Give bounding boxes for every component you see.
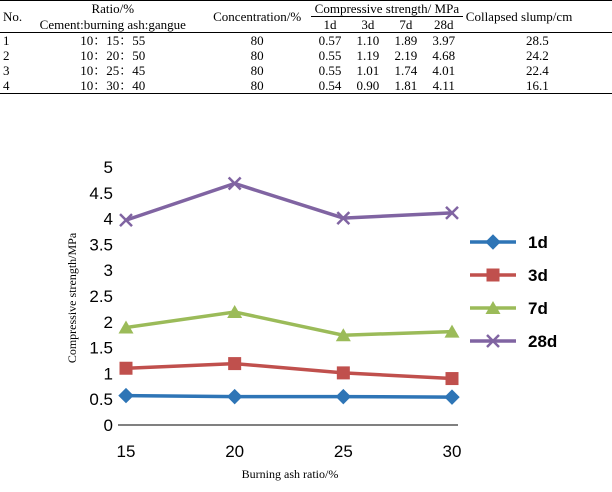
chart-legend xyxy=(470,233,557,351)
y-tick-label: 0 xyxy=(103,416,113,435)
legend-item-28d xyxy=(470,332,557,351)
legend-label: 3d xyxy=(528,266,548,285)
table-row xyxy=(0,63,612,78)
series-7d xyxy=(119,305,460,341)
header-compressive: Compressive strength/ MPa xyxy=(311,1,463,17)
cell-3d: 1.10 xyxy=(349,33,387,49)
x-tick-label: 20 xyxy=(225,442,245,461)
cell-no: 1 xyxy=(0,33,22,49)
y-axis-title: Compressive strength/MPa xyxy=(65,232,79,364)
x-tick-labels xyxy=(117,442,462,461)
y-tick-label: 3.5 xyxy=(89,235,113,255)
header-3d: 3d xyxy=(349,17,387,33)
cell-3d: 1.01 xyxy=(356,63,380,78)
series-line-1d xyxy=(126,396,452,398)
cell-ratio: 10：30：40 xyxy=(22,78,203,94)
y-tick-label: 2 xyxy=(103,312,113,332)
header-concentration: Concentration/% xyxy=(203,1,311,33)
cell-3d: 1.19 xyxy=(356,48,380,63)
y-tick-label: 3 xyxy=(103,261,113,281)
cell-7d: 1.81 xyxy=(387,78,425,94)
header-28d: 28d xyxy=(425,17,463,33)
legend-label: 28d xyxy=(528,332,558,351)
data-table-container xyxy=(0,0,612,94)
cell-no: 3 xyxy=(3,63,10,78)
series-line-7d xyxy=(126,312,452,335)
cell-concentration: 80 xyxy=(203,78,311,94)
cell-1d: 0.57 xyxy=(311,33,349,49)
data-table xyxy=(0,0,612,94)
cell-no: 2 xyxy=(3,48,10,63)
series-line-28d xyxy=(126,184,452,221)
table-row xyxy=(0,33,612,49)
header-slump: Collapsed slump/cm xyxy=(463,1,612,33)
x-tick-label: 25 xyxy=(333,442,353,461)
cell-3d: 0.90 xyxy=(349,78,387,94)
cell-ratio: 10：15：55 xyxy=(22,33,203,49)
legend-label: 1d xyxy=(528,233,548,252)
cell-concentration: 80 xyxy=(250,63,264,78)
y-tick-labels xyxy=(89,158,113,435)
chart-series xyxy=(119,178,460,405)
cell-28d: 4.68 xyxy=(432,48,456,63)
cell-slump: 16.1 xyxy=(463,78,612,94)
legend-item-3d xyxy=(470,266,548,285)
legend-label: 7d xyxy=(528,299,548,318)
cell-1d: 0.55 xyxy=(318,48,342,63)
y-tick-label: 5 xyxy=(103,158,113,177)
cell-7d: 2.19 xyxy=(394,48,418,63)
data-point-1d xyxy=(228,390,242,404)
data-point-1d xyxy=(445,390,459,404)
cell-concentration: 80 xyxy=(203,33,311,49)
cell-28d: 3.97 xyxy=(425,33,463,49)
cell-28d: 4.01 xyxy=(432,63,456,78)
cell-ratio: 10：25：45 xyxy=(80,63,146,78)
x-tick-label: 15 xyxy=(116,442,136,461)
y-tick-label: 0.5 xyxy=(89,390,113,410)
cell-7d: 1.74 xyxy=(394,63,418,78)
cell-no: 4 xyxy=(0,78,22,94)
series-1d xyxy=(119,389,459,405)
series-28d xyxy=(120,178,458,227)
series-3d xyxy=(120,357,459,385)
data-point-3d xyxy=(120,362,133,375)
x-axis-title: Burning ash ratio/% xyxy=(241,467,339,481)
table-row xyxy=(0,48,612,63)
y-tick-label: 4 xyxy=(103,209,113,229)
header-7d: 7d xyxy=(387,17,425,33)
header-no: No. xyxy=(0,1,22,33)
data-point-3d xyxy=(446,372,459,385)
data-point-1d xyxy=(119,389,133,403)
legend-marker xyxy=(487,269,500,282)
data-point-3d xyxy=(337,366,350,379)
y-tick-label: 1 xyxy=(103,364,113,384)
line-chart xyxy=(0,150,612,492)
table-row xyxy=(0,78,612,94)
cell-slump: 28.5 xyxy=(463,33,612,49)
cell-28d: 4.11 xyxy=(425,78,463,94)
cell-concentration: 80 xyxy=(250,48,264,63)
header-ratio-top: Ratio/% xyxy=(22,1,203,17)
cell-slump: 24.2 xyxy=(526,48,549,63)
legend-item-7d xyxy=(470,299,548,318)
data-point-3d xyxy=(228,357,241,370)
cell-7d: 1.89 xyxy=(387,33,425,49)
cell-ratio: 10：20：50 xyxy=(80,48,146,63)
y-tick-label: 2.5 xyxy=(89,287,113,306)
y-tick-label: 1.5 xyxy=(89,338,113,358)
cell-1d: 0.54 xyxy=(311,78,349,94)
table-header-row-1 xyxy=(0,1,612,17)
header-1d: 1d xyxy=(311,17,349,33)
legend-item-1d xyxy=(470,233,548,252)
y-tick-label: 4.5 xyxy=(89,183,113,203)
legend-marker xyxy=(486,235,500,249)
x-tick-label: 30 xyxy=(442,442,462,461)
cell-slump: 22.4 xyxy=(526,63,549,78)
data-point-1d xyxy=(336,390,350,404)
series-line-3d xyxy=(126,364,452,379)
cell-1d: 0.55 xyxy=(318,63,342,78)
header-ratio-bottom: Cement:burning ash:gangue xyxy=(39,16,186,32)
